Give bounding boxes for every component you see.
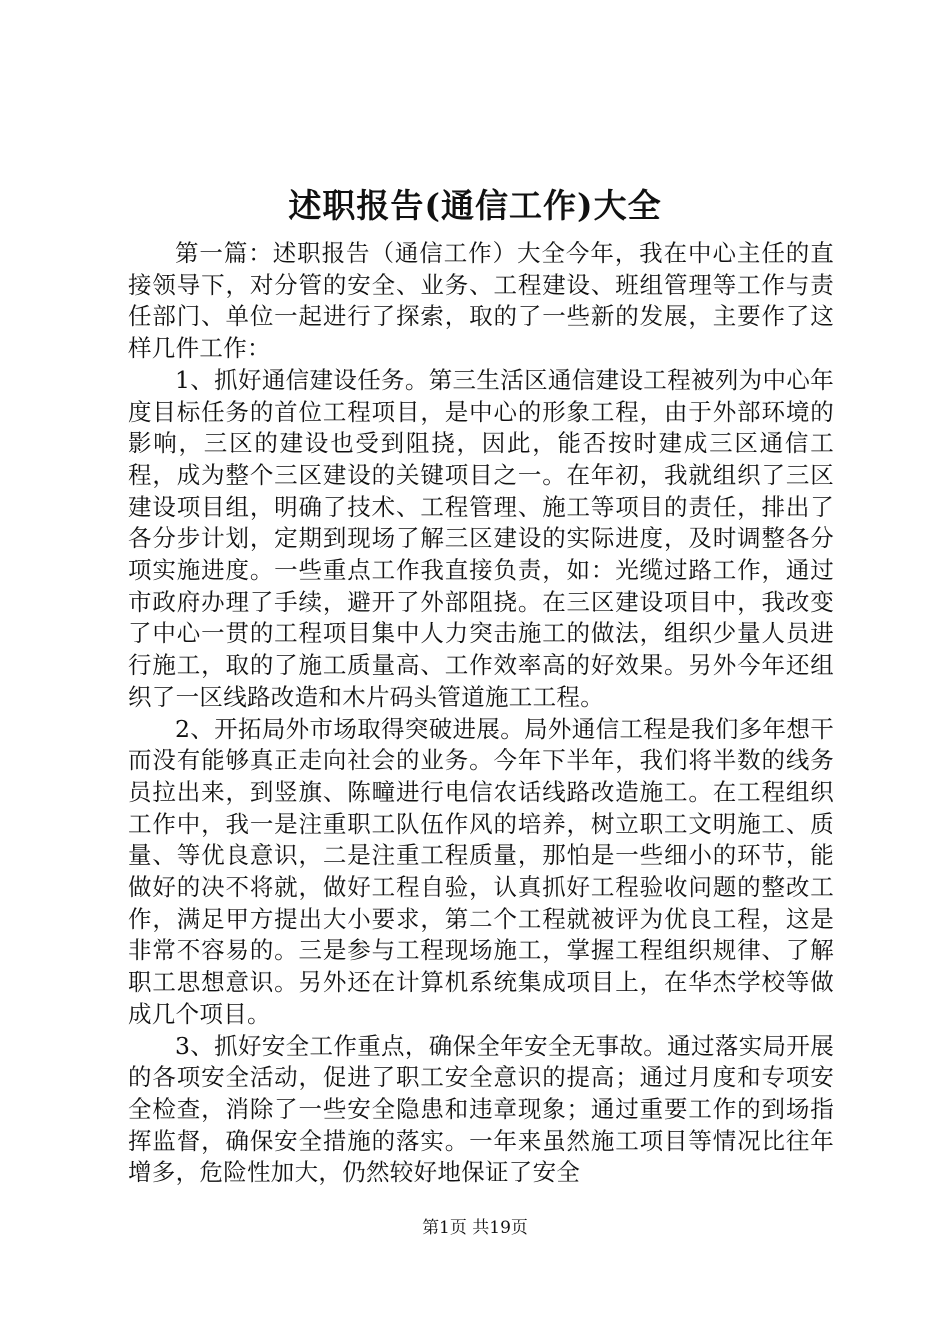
document-body — [128, 238, 834, 1189]
document-title: 述职报告(通信工作)大全 — [288, 186, 662, 225]
paragraph-item-1: 1、抓好通信建设任务。第三生活区通信建设工程被列为中心年度目标任务的首位工程项目，是中心的形象工程，由于外部环境的影响，三区的建设也受到阻挠，因此，能否按时建成三区通信工程，成为整个三区建设的关键项目之一。在年初，我就组织了三区建设项目组，明确了技术、工程管理、施工等项目的责任，排出了各分步计划，定期到现场了解三区建设的实际进度，及时调整各分项实施进度。一些重点工作我直接负责，如：光缆过路工作，通过市政府办理了手续，避开了外部阻挠。在三区建设项目中，我改变了中心一贯的工程项目集中人力突击施工的做法，组织少量人员进行施工，取的了施工质量高、工作效率高的好效果。另外今年还组织了一区线路改造和木片码头管道施工工程。 — [128, 365, 834, 711]
paragraph-intro: 第一篇：述职报告（通信工作）大全今年，我在中心主任的直接领导下，对分管的安全、业务、工程建设、班组管理等工作与责任部门、单位一起进行了探索，取的了一些新的发展，主要作了这样几件工作： — [128, 239, 834, 363]
paragraph-item-2: 2、开拓局外市场取得突破进展。局外通信工程是我们多年想干而没有能够真正走向社会的业务。今年下半年，我们将半数的线务员拉出来，到竖旗、陈疃进行电信农话线路改造施工。在工程组织工作中，我一是注重职工队伍作风的培养，树立职工文明施工、质量、等优良意识，二是注重工程质量，那怕是一些细小的环节，能做好的决不将就，做好工程自验，认真抓好工程验收问题的整改工作，满足甲方提出大小要求，第二个工程就被评为优良工程，这是非常不容易的。三是参与工程现场施工，掌握工程组织规律、了解职工思想意识。另外还在计算机系统集成项目上，在华杰学校等做成几个项目。 — [128, 714, 834, 1028]
page-footer: 第1页 共19页 — [422, 1218, 528, 1238]
paragraph-item-3: 3、抓好安全工作重点，确保全年安全无事故。通过落实局开展的各项安全活动，促进了职工安全意识的提高；通过月度和专项安全检查，消除了一些安全隐患和违章现象；通过重要工作的到场指挥监督，确保安全措施的落实。一年来虽然施工项目等情况比往年增多，危险性加大，仍然较好地保证了安全 — [128, 1031, 834, 1187]
